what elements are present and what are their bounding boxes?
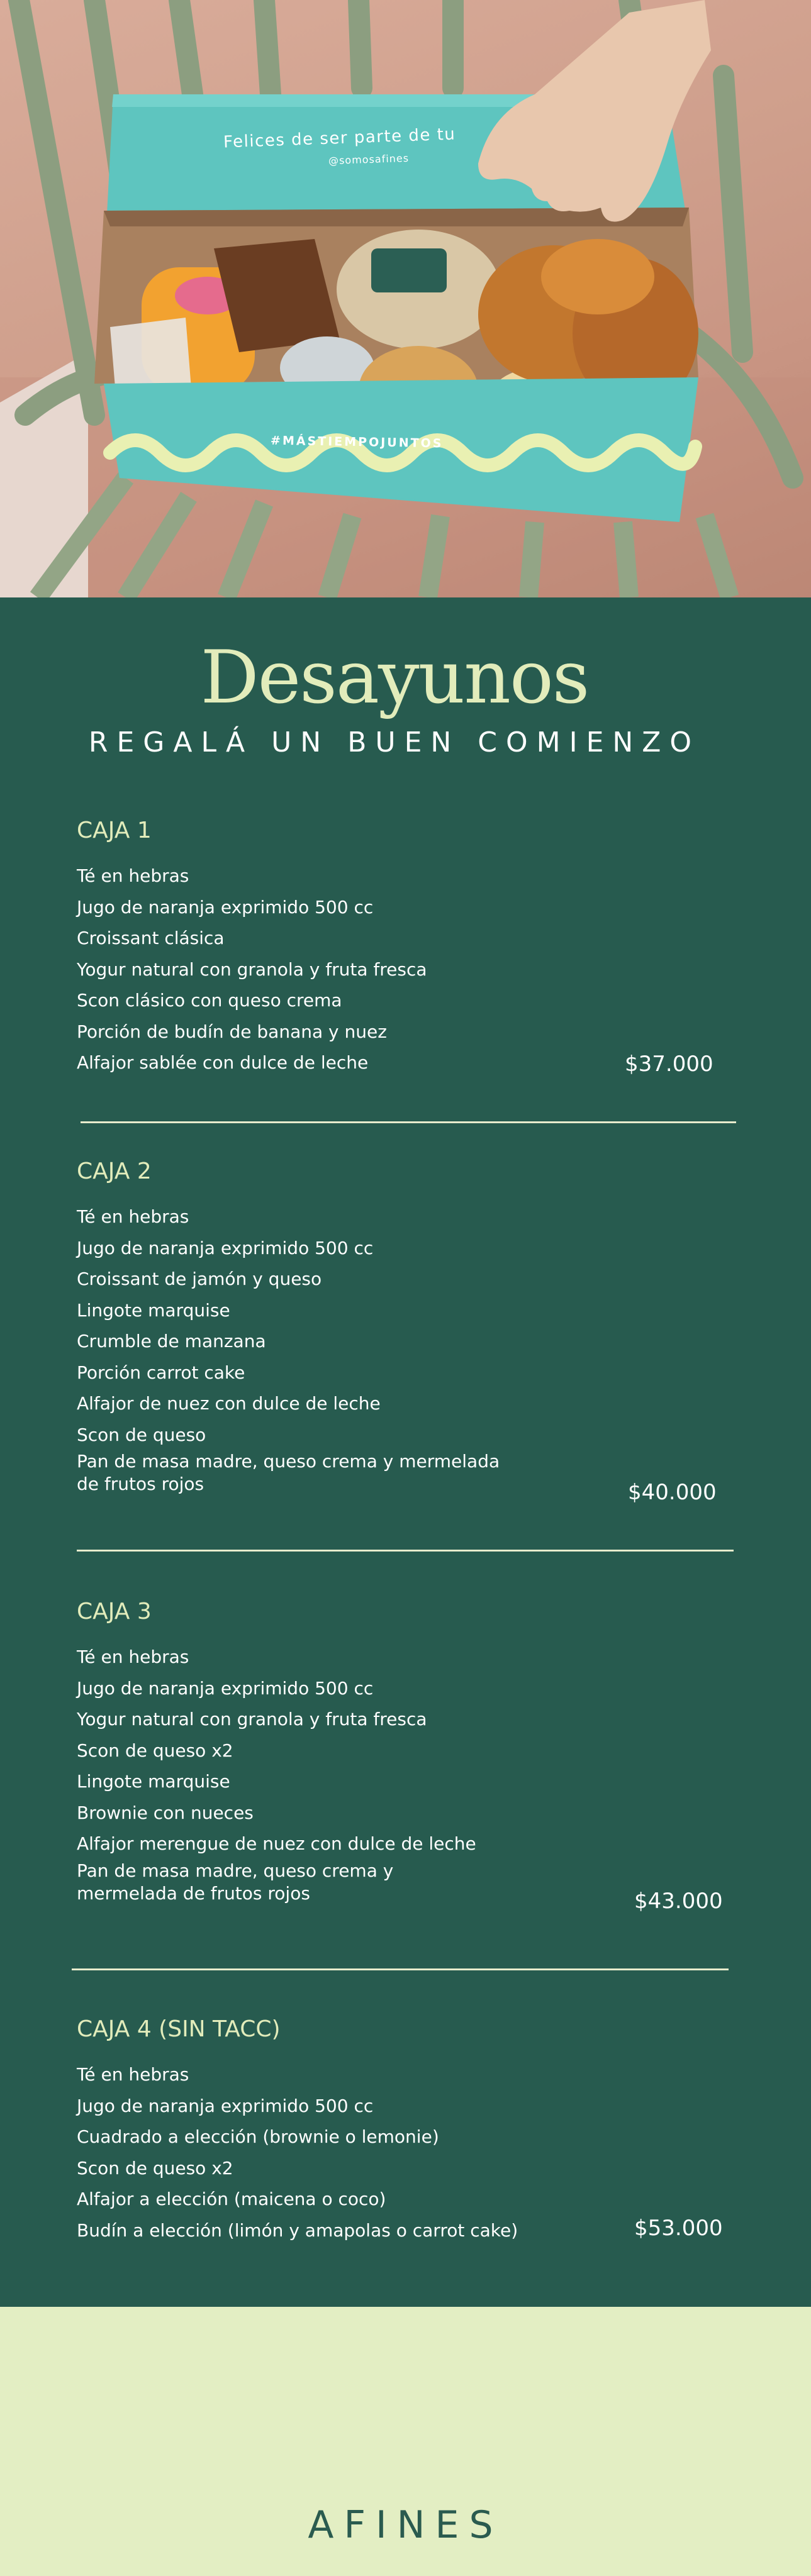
list-item: Alfajor de nuez con dulce de leche (77, 1393, 381, 1414)
list-item: Jugo de naranja exprimido 500 cc (77, 2095, 374, 2116)
list-item: Pan de masa madre, queso crema y (77, 1860, 394, 1881)
list-item: Té en hebras (77, 1206, 189, 1227)
box-4-items (77, 2059, 518, 2246)
box-2-heading: CAJA 2 (77, 1158, 152, 1184)
list-item: Pan de masa madre, queso crema y mermelada (77, 1451, 500, 1472)
box-handle-text: @somosafines (328, 152, 410, 167)
list-item: Scon de queso (77, 1424, 206, 1445)
list-item: Té en hebras (77, 2064, 189, 2085)
list-item: Crumble de manzana (77, 1331, 266, 1352)
hero-photo (0, 0, 811, 597)
list-item: Alfajor merengue de nuez con dulce de leche (77, 1833, 476, 1854)
divider (77, 1550, 734, 1552)
menu-section (0, 597, 811, 2307)
box-3-heading: CAJA 3 (77, 1599, 152, 1624)
divider (81, 1121, 736, 1123)
list-item: Jugo de naranja exprimido 500 cc (77, 896, 374, 918)
divider (72, 1968, 729, 1970)
box-hashtag-text: #MÁSTIEMPOJUNTOS (270, 433, 444, 451)
list-item: Lingote marquise (77, 1771, 230, 1792)
box-greeting-text: Felices de ser parte de tu (223, 125, 456, 152)
list-item: Croissant de jamón y queso (77, 1269, 322, 1289)
list-item: Porción carrot cake (77, 1362, 245, 1383)
box-2-items (77, 1201, 500, 1496)
list-item: Scon clásico con queso crema (77, 990, 342, 1011)
afines-logo: AFINES (308, 2503, 503, 2547)
list-item: Budín a elección (limón y amapolas o carrot cake) (77, 2219, 518, 2241)
list-item: mermelada de frutos rojos (77, 1882, 310, 1904)
box-4-price: $53.000 (634, 2216, 723, 2241)
list-item: Alfajor a elección (maicena o coco) (77, 2189, 386, 2209)
box-3-items (77, 1641, 476, 1905)
list-item: Yogur natural con granola y fruta fresca (77, 1709, 427, 1729)
box-2-price: $40.000 (628, 1480, 717, 1505)
box-1-heading: CAJA 1 (77, 818, 152, 843)
list-item: de frutos rojos (77, 1474, 204, 1494)
page-subtitle: REGALÁ UN BUEN COMIENZO (88, 726, 701, 758)
list-item: Croissant clásica (77, 928, 225, 948)
breakfast-box-illustration (0, 0, 811, 597)
list-item: Brownie con nueces (77, 1802, 254, 1823)
list-item: Yogur natural con granola y fruta fresca (77, 958, 427, 980)
box-1-items (77, 860, 427, 1079)
list-item: Porción de budín de banana y nuez (77, 1021, 387, 1042)
list-item: Scon de queso x2 (77, 1740, 233, 1761)
list-item: Té en hebras (77, 1646, 189, 1667)
list-item: Té en hebras (77, 865, 189, 886)
list-item: Lingote marquise (77, 1299, 230, 1321)
box-3-price: $43.000 (634, 1889, 723, 1914)
box-4-heading: CAJA 4 (SIN TACC) (77, 2016, 281, 2042)
list-item: Cuadrado a elección (brownie o lemonie) (77, 2126, 439, 2147)
list-item: Jugo de naranja exprimido 500 cc (77, 1677, 374, 1699)
list-item: Scon de queso x2 (77, 2157, 233, 2179)
list-item: Jugo de naranja exprimido 500 cc (77, 1237, 374, 1258)
box-1-price: $37.000 (625, 1052, 713, 1077)
list-item: Alfajor sablée con dulce de leche (77, 1052, 369, 1073)
page-title: Desayunos (200, 635, 589, 720)
